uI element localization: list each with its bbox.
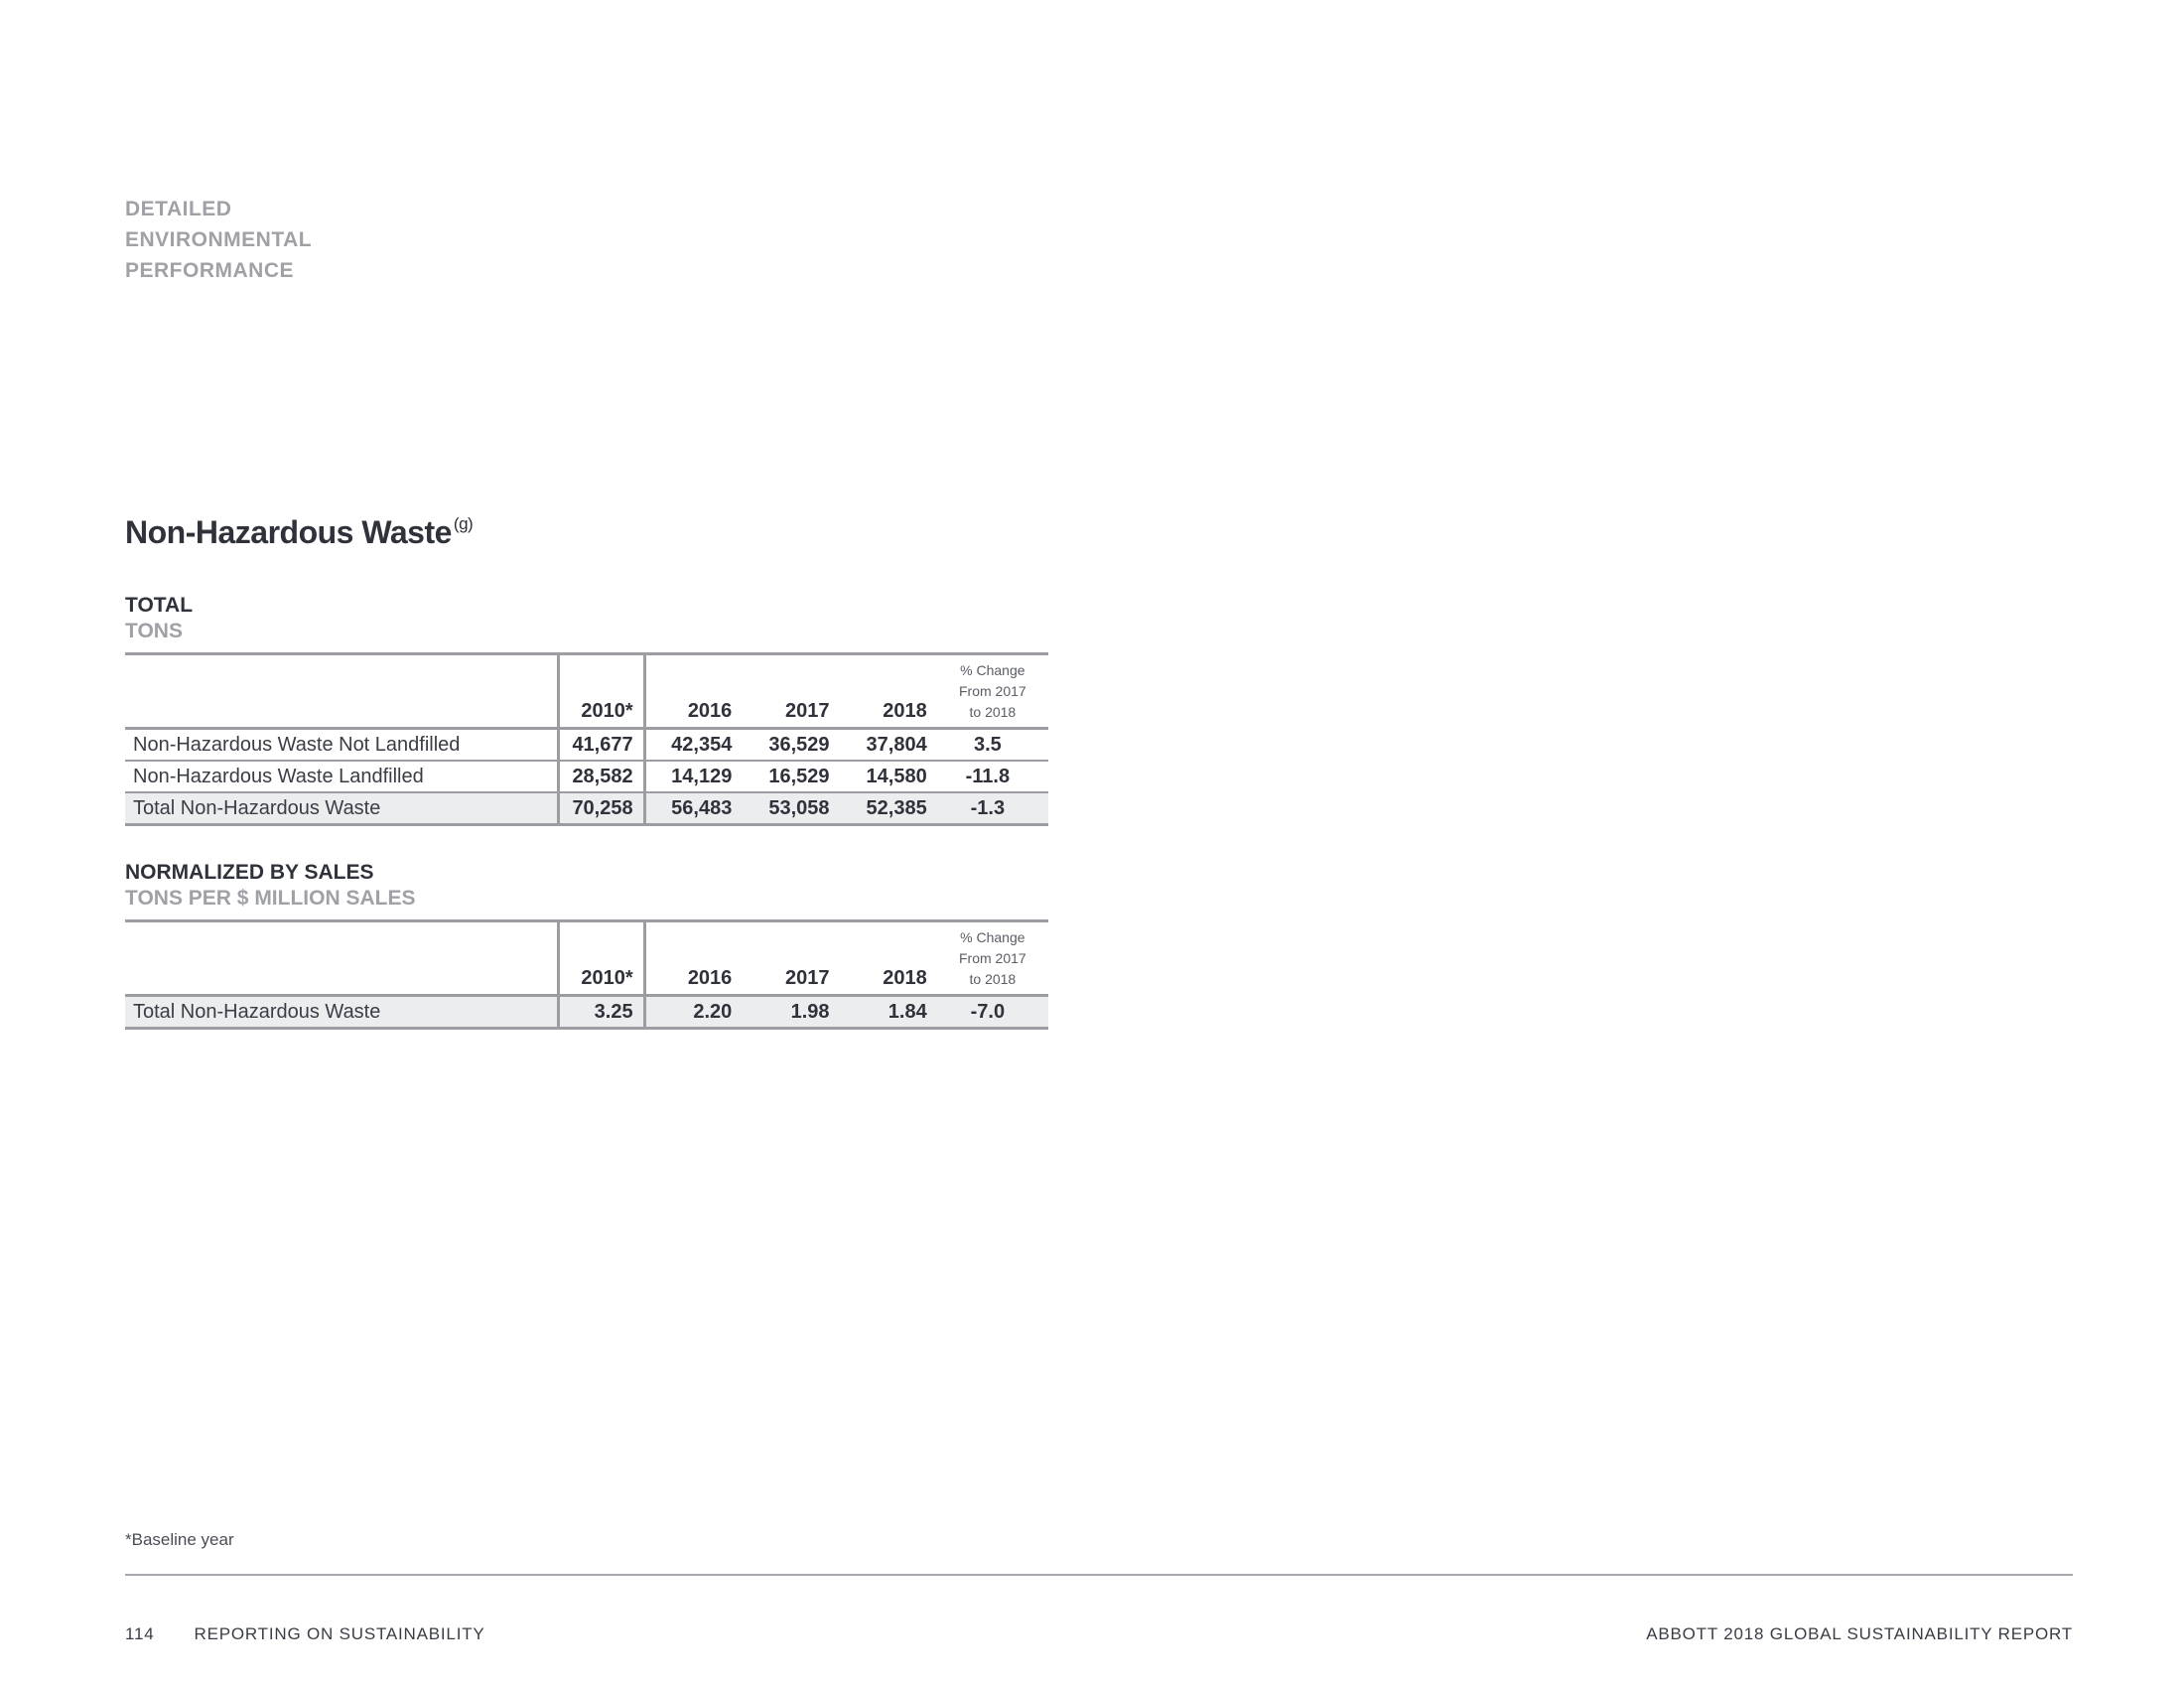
header-change-line: From 2017 (959, 950, 1026, 966)
header-label (125, 654, 559, 729)
table-header-row (125, 654, 1048, 729)
cell-change: 3.5 (937, 729, 1048, 762)
header-change-line: to 2018 (969, 971, 1017, 987)
total-table-block (125, 593, 1048, 826)
cell-value: 14,580 (840, 761, 937, 792)
cell-value: 1.98 (742, 996, 839, 1029)
cell-baseline: 41,677 (559, 729, 644, 762)
header-year: 2017 (742, 921, 839, 996)
normalized-table-unit: TONS PER $ MILLION SALES (125, 887, 416, 910)
normalized-table-block (125, 860, 1048, 1030)
section-label (125, 194, 312, 286)
header-label (125, 921, 559, 996)
heading-footnote-marker: (g) (453, 514, 474, 533)
cell-value: 1.84 (840, 996, 937, 1029)
cell-value: 37,804 (840, 729, 937, 762)
footnote: *Baseline year (125, 1530, 234, 1549)
cell-change: -1.3 (937, 792, 1048, 825)
page-number: 114 (125, 1624, 155, 1643)
table-row-total (125, 792, 1048, 825)
cell-value: 42,354 (644, 729, 742, 762)
page-heading (125, 514, 473, 551)
cell-baseline: 70,258 (559, 792, 644, 825)
cell-value: 36,529 (742, 729, 839, 762)
total-table (125, 652, 1048, 826)
header-year: 2016 (644, 921, 742, 996)
header-year: 2018 (840, 654, 937, 729)
normalized-table (125, 919, 1048, 1030)
header-change-line: % Change (960, 662, 1025, 678)
row-label: Total Non-Hazardous Waste (125, 792, 559, 825)
total-table-title: TOTAL (125, 594, 194, 617)
header-year: 2017 (742, 654, 839, 729)
table-row (125, 761, 1048, 792)
section-label-line: ENVIRONMENTAL (125, 228, 313, 251)
cell-value: 14,129 (644, 761, 742, 792)
cell-value: 52,385 (840, 792, 937, 825)
row-label: Non-Hazardous Waste Not Landfilled (125, 729, 559, 762)
header-year: 2016 (644, 654, 742, 729)
cell-value: 53,058 (742, 792, 839, 825)
header-change (937, 921, 1048, 996)
header-change-line: to 2018 (969, 704, 1017, 720)
cell-value: 56,483 (644, 792, 742, 825)
table-row-total (125, 996, 1048, 1029)
cell-value: 2.20 (644, 996, 742, 1029)
cell-change: -7.0 (937, 996, 1048, 1029)
cell-baseline: 28,582 (559, 761, 644, 792)
heading-title: Non-Hazardous Waste (125, 514, 452, 550)
header-change (937, 654, 1048, 729)
section-label-line: PERFORMANCE (125, 259, 295, 282)
header-baseline: 2010* (559, 921, 644, 996)
table-row (125, 729, 1048, 762)
row-label: Total Non-Hazardous Waste (125, 996, 559, 1029)
footer-left (125, 1624, 485, 1644)
normalized-table-title: NORMALIZED BY SALES (125, 861, 374, 884)
header-baseline: 2010* (559, 654, 644, 729)
footer-report-title: ABBOTT 2018 GLOBAL SUSTAINABILITY REPORT (1646, 1624, 2073, 1643)
cell-baseline: 3.25 (559, 996, 644, 1029)
header-change-line: % Change (960, 929, 1025, 945)
cell-change: -11.8 (937, 761, 1048, 792)
table-header-row (125, 921, 1048, 996)
row-label: Non-Hazardous Waste Landfilled (125, 761, 559, 792)
footer-section: REPORTING ON SUSTAINABILITY (194, 1624, 485, 1643)
header-year: 2018 (840, 921, 937, 996)
cell-value: 16,529 (742, 761, 839, 792)
section-label-line: DETAILED (125, 198, 232, 220)
total-table-unit: TONS (125, 620, 183, 642)
footer-divider (125, 1574, 2073, 1576)
header-change-line: From 2017 (959, 683, 1026, 699)
